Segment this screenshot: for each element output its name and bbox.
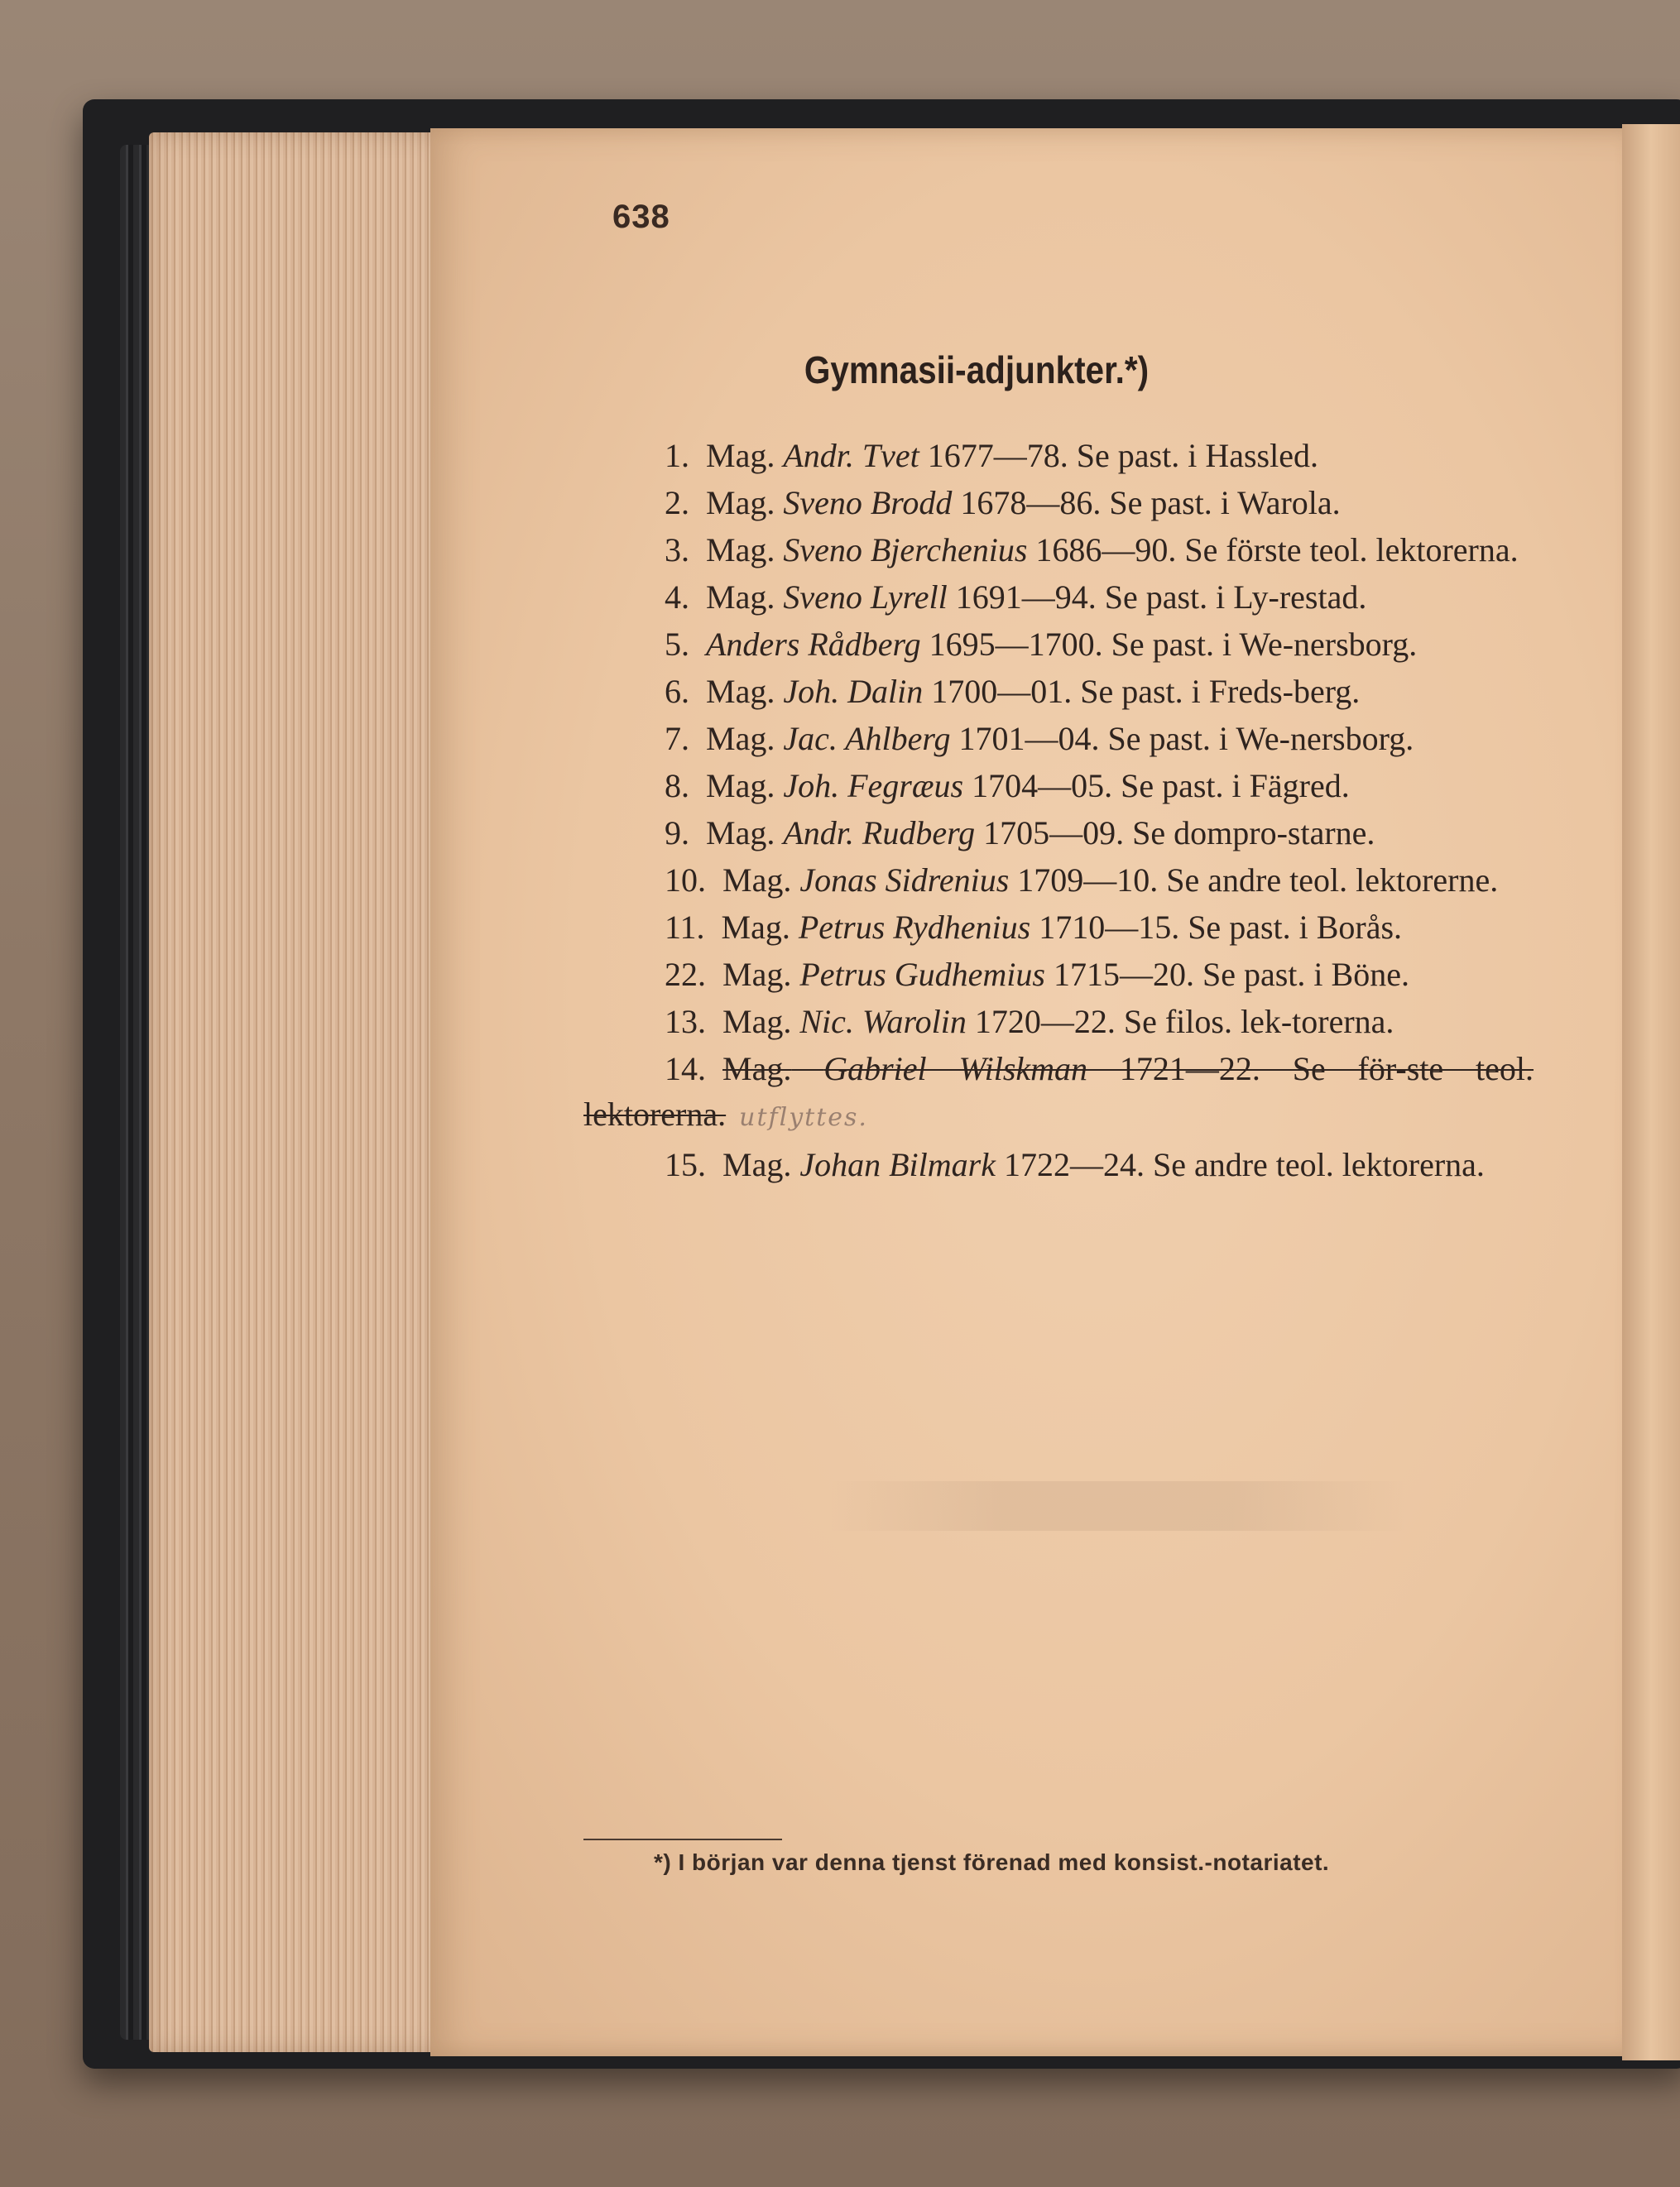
- entry-body: [722, 909, 1403, 946]
- entry-text: 1695—1700. Se past. i We-nersborg.: [920, 626, 1418, 663]
- entry-text: 1705—09. Se dompro-starne.: [975, 814, 1375, 851]
- entry-title: Mag.: [722, 861, 792, 899]
- entry-text: 1678—86. Se past. i Warola.: [952, 484, 1341, 521]
- list-item: [583, 1142, 1534, 1187]
- entry-name: Gabriel Wilskman: [823, 1050, 1088, 1087]
- entry-number: 22.: [665, 956, 706, 993]
- entry-text: 1709—10. Se andre teol. lektorerne.: [1009, 861, 1499, 899]
- entry-name: Joh. Dalin: [783, 673, 924, 710]
- list-item: [583, 480, 1534, 525]
- entry-title: Mag.: [722, 1146, 792, 1183]
- entry-body: [722, 1146, 1485, 1183]
- entry-text: 1720—22. Se filos. lek-torerna.: [966, 1003, 1394, 1040]
- entry-body: [722, 956, 1409, 993]
- entry-text: 1722—24. Se andre teol. lektorerna.: [995, 1146, 1485, 1183]
- list-item: [583, 433, 1534, 478]
- entry-title: Mag.: [706, 437, 775, 474]
- footnote: *) I början var denna tjenst förenad med konsist.-notariatet.: [654, 1849, 1330, 1875]
- entry-number: 4.: [665, 578, 689, 616]
- entry-text: 1700—01. Se past. i Freds-berg.: [923, 673, 1361, 710]
- entry-body: [706, 484, 1341, 521]
- entry-text: 1686—90. Se förste teol. lektorerna.: [1027, 531, 1519, 568]
- entry-number: 5.: [665, 626, 689, 663]
- entry-name: Sveno Brodd: [783, 484, 953, 521]
- entry-text: 1691—94. Se past. i Ly-restad.: [947, 578, 1367, 616]
- show-through-bleed: [828, 1481, 1407, 1531]
- list-item: [583, 527, 1534, 573]
- entry-title: Mag.: [706, 767, 775, 804]
- entry-number: 9.: [665, 814, 689, 851]
- entry-title: Mag.: [706, 814, 775, 851]
- list-item: [583, 763, 1534, 808]
- entry-number: 3.: [665, 531, 689, 568]
- entry-title: Mag.: [706, 531, 775, 568]
- entry-list: [583, 433, 1534, 1189]
- list-item: [583, 574, 1534, 620]
- entry-number: 7.: [665, 720, 689, 757]
- entry-number: 6.: [665, 673, 689, 710]
- entry-title: Mag.: [706, 484, 775, 521]
- entry-name: Andr. Tvet: [783, 437, 919, 474]
- entry-title: Mag.: [721, 909, 790, 946]
- entry-number: 13.: [665, 1003, 706, 1040]
- entry-body: [706, 767, 1350, 804]
- entry-body: [706, 720, 1414, 757]
- list-item: [583, 1046, 1534, 1140]
- entry-number: 14.: [665, 1050, 706, 1087]
- list-item: [583, 621, 1534, 667]
- list-item: [583, 669, 1534, 714]
- entry-text: 1715—20. Se past. i Böne.: [1044, 956, 1409, 993]
- entry-number: 2.: [665, 484, 689, 521]
- entry-body: [706, 437, 1318, 474]
- list-item: [583, 810, 1534, 856]
- entry-body: [706, 531, 1519, 568]
- entry-body: [583, 1050, 1534, 1133]
- entry-name: Nic. Warolin: [799, 1003, 967, 1040]
- page-number: 638: [612, 199, 670, 235]
- entry-name: Sveno Lyrell: [783, 578, 948, 616]
- entry-title: Mag.: [722, 1003, 792, 1040]
- entry-name: Jac. Ahlberg: [783, 720, 951, 757]
- entry-name: Johan Bilmark: [799, 1146, 996, 1183]
- entry-name: Joh. Fegræus: [783, 767, 964, 804]
- entry-title: Mag.: [706, 578, 775, 616]
- entry-body: [722, 861, 1498, 899]
- footnote-rule: [583, 1839, 782, 1840]
- entry-name: Sveno Bjerchenius: [783, 531, 1028, 568]
- entry-body: [706, 814, 1375, 851]
- entry-text: 1701—04. Se past. i We-nersborg.: [950, 720, 1414, 757]
- entry-name: Anders Rådberg: [706, 626, 921, 663]
- entry-title: Mag.: [722, 1050, 792, 1087]
- list-item: [583, 857, 1534, 903]
- entry-body: [706, 626, 1417, 663]
- list-item: [583, 904, 1534, 950]
- list-item: [583, 716, 1534, 761]
- entry-text: 1677—78. Se past. i Hassled.: [919, 437, 1318, 474]
- entry-number: 11.: [665, 909, 705, 946]
- entry-number: 10.: [665, 861, 706, 899]
- list-item: [583, 999, 1534, 1044]
- entry-title: Mag.: [722, 956, 792, 993]
- entry-title: Mag.: [706, 673, 775, 710]
- entry-name: Petrus Gudhemius: [799, 956, 1045, 993]
- entry-number: 8.: [665, 767, 689, 804]
- handwritten-note: utflyttes.: [739, 1103, 868, 1132]
- entry-number: 1.: [665, 437, 689, 474]
- entry-name: Petrus Rydhenius: [798, 909, 1031, 946]
- facing-page-edge: [1622, 124, 1680, 2060]
- entry-title: Mag.: [706, 720, 775, 757]
- entry-name: Andr. Rudberg: [783, 814, 976, 851]
- entry-body: [722, 1003, 1394, 1040]
- entry-body: [706, 673, 1360, 710]
- list-item: [583, 952, 1534, 997]
- section-heading: Gymnasii-adjunkter.*): [804, 348, 1150, 391]
- entry-text: 1704—05. Se past. i Fägred.: [963, 767, 1350, 804]
- page-stack-edge: [149, 132, 447, 2052]
- entry-text: 1710—15. Se past. i Borås.: [1030, 909, 1403, 946]
- entry-name: Jonas Sidrenius: [799, 861, 1010, 899]
- entry-text: 1721—22. Se för-ste teol. lektorerna.: [583, 1050, 1534, 1133]
- entry-number: 15.: [665, 1146, 706, 1183]
- entry-body: [706, 578, 1366, 616]
